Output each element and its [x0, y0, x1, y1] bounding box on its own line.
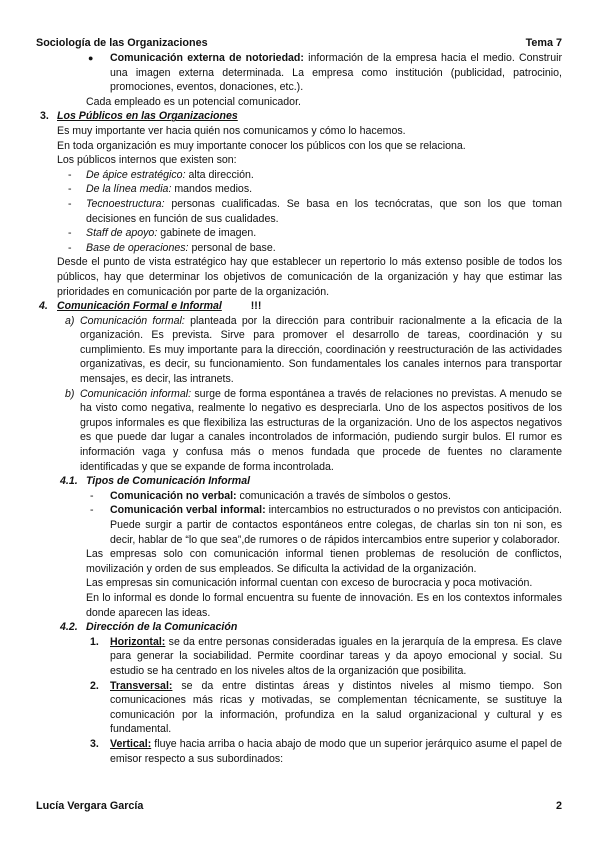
list-item — [68, 197, 562, 226]
list-item-text: personal de base. — [191, 241, 276, 254]
section-4-1-heading — [60, 474, 562, 489]
direction-text: se da entre personas consideradas iguales en la jerarquía de la empresa. Es clave para generar la sociabilidad. Permite coordinar tareas y da apoyo emocional y social. Su estudio se ha centrado en los niveles altos de la organización que posibilita. — [110, 635, 562, 677]
list-item — [68, 182, 562, 197]
direction-text: fluye hacia arriba o hacia abajo de modo que un superior jerárquico asume el papel de emisor respecto a sus subordinados: — [110, 737, 562, 765]
section-3-paragraph-3: Los públicos internos que existen son: — [57, 154, 237, 167]
informal-text: surge de forma espontánea a través de relaciones no previstas. A menudo se ha visto como negativa, realmente lo negativo es despreciarla. Uno de los aspectos positivos de los grupos informales es que flexibiliza las estructuras de la organización. Uno de los aspectos negativos es que puede dar lugar a canales incontrolados de información, pudiendo surgir bulos. El rumor es información vaga y confusa más o menos fundada que procede de fuentes no claramente identificadas y que se expande de forma incontrolada. — [80, 387, 562, 473]
direction-item-horizontal — [90, 635, 562, 679]
page-content — [0, 51, 600, 766]
number-marker: 3. — [90, 737, 99, 750]
list-item-text: comunicación a través de símbolos o gestos. — [239, 489, 451, 502]
bullet-marker: ● — [88, 53, 94, 63]
section-4-2-heading — [60, 620, 562, 635]
section-4-heading — [39, 299, 562, 314]
informal-term: Comunicación informal: — [80, 387, 192, 400]
section-4-2-number: 4.2. — [60, 621, 78, 634]
dash-marker: - — [90, 489, 94, 502]
list-item — [68, 226, 562, 241]
list-item-text: gabinete de imagen. — [160, 227, 257, 240]
list-item-text: alta dirección. — [188, 168, 254, 181]
list-item-term: Staff de apoyo: — [86, 227, 158, 240]
list-item-text: intercambios no estructurados o no previstos con anticipación. Puede surgir a partir de contactos espontáneos entre colegas, de charlas sin ton ni son, es decir, hablar de “lo que sea”,de rumores o de rápidos intercambios entre superior y colaborador. — [110, 504, 562, 546]
section-3-title: Los Públicos en las Organizaciones — [57, 110, 238, 123]
section-3-heading — [40, 109, 562, 124]
list-item-term: Tecnoestructura: — [86, 197, 165, 210]
header-tema: Tema 7 — [525, 37, 562, 49]
list-item-term: Comunicación no verbal: — [110, 489, 237, 502]
potential-communicator-line: Cada empleado es un potencial comunicador. — [86, 95, 301, 108]
dash-marker: - — [68, 183, 72, 196]
item-marker: b) — [65, 387, 75, 400]
bullet-term: Comunicación externa de notoriedad: — [110, 52, 304, 64]
direction-item-vertical — [90, 737, 562, 766]
section-4-number: 4. — [39, 300, 48, 313]
direction-text: se da entre distintas áreas y distintos niveles al mismo tiempo. Son comunicaciones más ricas y motivadas, se complementan técnicamente, se sustituye la comunicación por la información, profundiza en la salud organizacional y cultural y es fundamental. — [110, 679, 562, 736]
section-4-title: Comunicación Formal e Informal — [57, 300, 222, 313]
section-4-1-title: Tipos de Comunicación Informal — [86, 475, 251, 488]
list-item-term: Comunicación verbal informal: — [110, 504, 266, 517]
section-4-1-paragraph-1: Las empresas solo con comunicación informal tienen problemas de resolución de conflictos, movilización y orden de sus empleados. Se dificulta la actividad de la organización. — [86, 548, 562, 575]
bullet-text: información de la empresa hacia el medio. Construir una imagen externa determinada. La empresa como institución (publicidad, patrocinio, promociones, eventos, donaciones, etc.). — [110, 52, 562, 94]
list-item — [68, 241, 562, 256]
informal-communication-item — [65, 387, 562, 475]
section-3-paragraph-4: Desde el punto de vista estratégico hay que establecer un repertorio lo más extenso posible de todos los públicos, hay que determinar los objetivos de comunicación de la organización y hay que estimar las prioridades en comunicación por parte de la organización. — [57, 256, 562, 298]
item-marker: a) — [65, 314, 75, 327]
direction-item-transversal — [90, 679, 562, 737]
section-4-2-title: Dirección de la Comunicación — [86, 621, 238, 634]
section-4-1-number: 4.1. — [60, 475, 78, 488]
dash-marker: - — [90, 504, 94, 517]
formal-communication-item — [65, 314, 562, 387]
header-title: Sociología de las Organizaciones — [36, 37, 208, 49]
footer-author: Lucía Vergara García — [36, 800, 144, 812]
number-marker: 2. — [90, 679, 99, 692]
list-item — [90, 503, 562, 547]
direction-term: Horizontal: — [110, 635, 166, 648]
list-item-term: De la línea media: — [86, 183, 172, 196]
bullet-external-notoriety — [88, 51, 562, 95]
direction-term: Vertical: — [110, 737, 152, 750]
list-item — [90, 489, 562, 504]
list-item-term: Base de operaciones: — [86, 241, 189, 254]
direction-term: Transversal: — [110, 679, 173, 692]
number-marker: 1. — [90, 635, 99, 648]
section-4-exclamation: !!! — [250, 300, 262, 313]
list-item-term: De ápice estratégico: — [86, 168, 186, 181]
formal-term: Comunicación formal: — [80, 314, 185, 327]
list-item-text: mandos medios. — [174, 183, 253, 196]
section-4-1-paragraph-3: En lo informal es donde lo formal encuentra su fuente de innovación. Es en los contextos informales donde aparecen las ideas. — [86, 591, 562, 619]
list-item-text: personas cualificadas. Se basa en los tecnócratas, que son los que toman decisiones en función de sus cualidades. — [86, 197, 562, 225]
section-3-paragraph-2: En toda organización es muy importante conocer los públicos con los que se relaciona. — [57, 139, 466, 152]
section-4-1-paragraph-2: Las empresas sin comunicación informal cuentan con exceso de burocracia y poca motivación. — [86, 577, 533, 590]
list-item — [68, 168, 562, 183]
dash-marker: - — [68, 168, 72, 181]
footer-page-number: 2 — [555, 800, 562, 812]
formal-text: planteada por la dirección para contribuir racionalmente a la eficacia de la organización. Es prevista. Sirve para promover el desarrollo de tareas, coordinación y su cumplimiento. Es muy importante para la dirección, coordinación y reestructuración de las actividades organizativas, es decir, su funcionamiento. Son fundamentales los canales internos para transportar mensajes, es decir, las intranets. — [80, 314, 562, 386]
section-3-paragraph-1: Es muy importante ver hacia quién nos comunicamos y cómo lo hacemos. — [57, 124, 406, 137]
dash-marker: - — [68, 197, 72, 210]
dash-marker: - — [68, 227, 72, 240]
section-3-number: 3. — [40, 110, 49, 123]
dash-marker: - — [68, 241, 72, 254]
